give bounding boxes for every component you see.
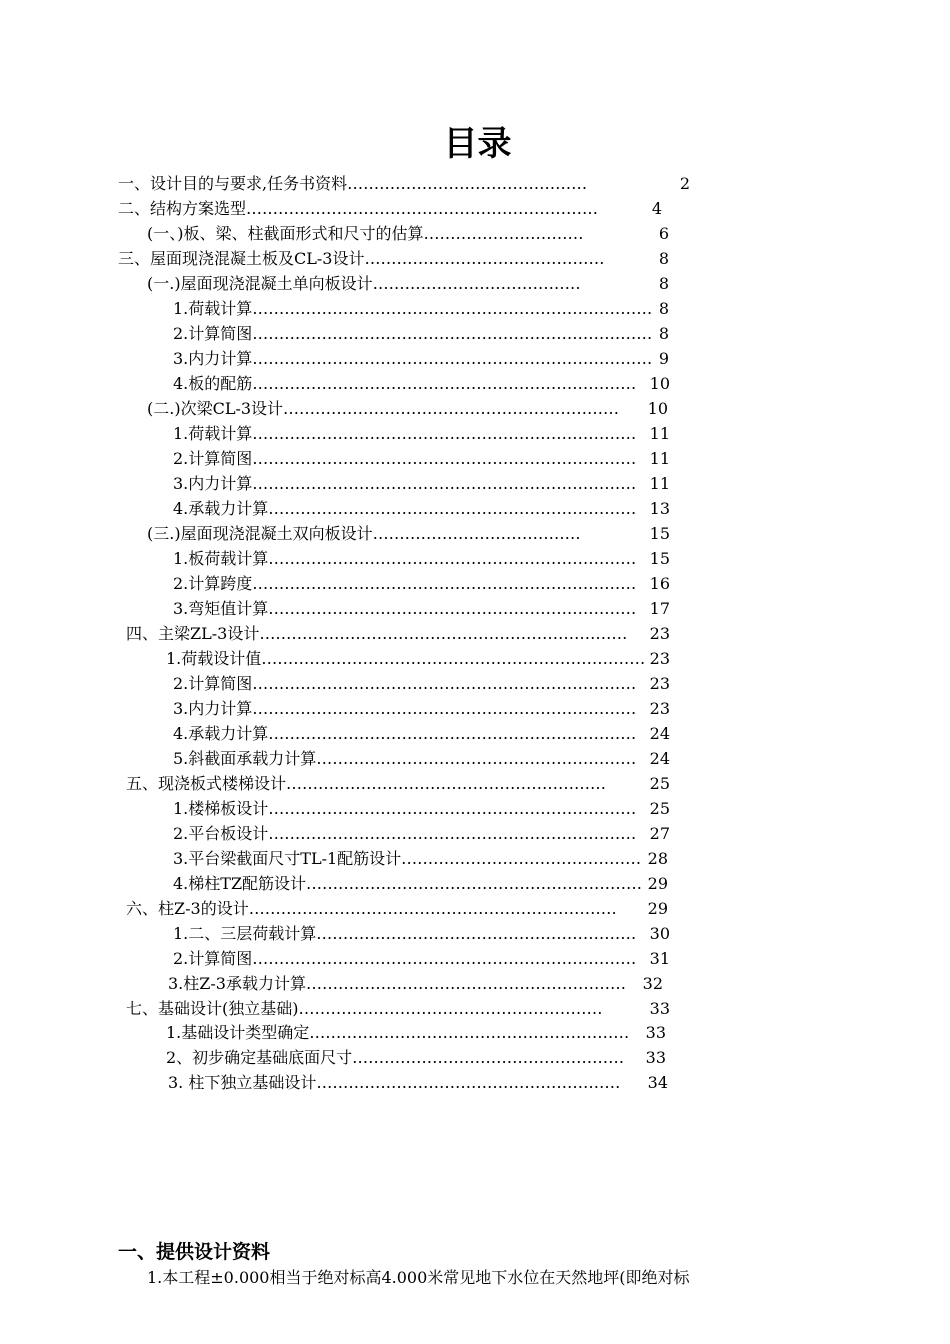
toc-entry[interactable]: [173, 797, 670, 821]
toc-entry-page: 23: [649, 649, 670, 668]
toc-entry[interactable]: [173, 347, 669, 371]
toc-entry-page: 25: [649, 799, 670, 818]
toc-entry[interactable]: [173, 847, 668, 871]
toc-entry-page: 24: [649, 749, 670, 768]
toc-entry-title: 3.弯矩值计算……………………………………………………………: [173, 599, 637, 618]
toc-entry-page: 2: [679, 174, 690, 193]
toc-entry-title: 3.内力计算…………………………………………………………………: [173, 349, 653, 368]
toc-entry-page: 8: [658, 324, 669, 343]
toc-entry[interactable]: [173, 322, 669, 346]
toc-entry[interactable]: [173, 722, 670, 746]
toc-entry[interactable]: [147, 222, 669, 246]
toc-entry[interactable]: [126, 897, 668, 921]
toc-entry[interactable]: [118, 197, 662, 221]
page-title: 目录: [443, 124, 512, 164]
toc-entry-page: 8: [658, 274, 669, 293]
toc-entry-page: 32: [642, 974, 663, 993]
toc-entry-page: 15: [649, 524, 670, 543]
toc-entry-page: 24: [649, 724, 670, 743]
toc-entry-title: 1.基础设计类型确定……………………………………………………: [166, 1023, 630, 1042]
toc-entry-page: 9: [658, 349, 669, 368]
toc-entry[interactable]: [168, 972, 663, 996]
body-paragraph-line: 1.本工程±0.000相当于绝对标高4.000米常见地下水位在天然地坪(即绝对标: [147, 1268, 690, 1287]
toc-entry[interactable]: [173, 597, 670, 621]
toc-entry-title: 七、基础设计(独立基础)…………………………………………………: [126, 999, 603, 1018]
toc-entry-page: 29: [647, 874, 668, 893]
toc-entry-title: 2.计算简图………………………………………………………………: [173, 449, 637, 468]
toc-entry[interactable]: [173, 422, 670, 446]
toc-entry[interactable]: [126, 772, 670, 796]
toc-entry-title: 2.计算跨度………………………………………………………………: [173, 574, 637, 593]
toc-entry-page: 17: [649, 599, 670, 618]
toc-entry[interactable]: [173, 747, 670, 771]
toc-entry[interactable]: [173, 822, 670, 846]
toc-entry-page: 23: [649, 699, 670, 718]
toc-entry-title: (二.)次梁CL-3设计………………………………………………………: [147, 399, 620, 418]
toc-entry-page: 29: [647, 899, 668, 918]
section-heading: 一、提供设计资料: [118, 1241, 271, 1263]
toc-entry-page: 28: [647, 849, 668, 868]
toc-entry-page: 4: [651, 199, 662, 218]
toc-entry-title: 3.内力计算………………………………………………………………: [173, 474, 637, 493]
toc-entry-page: 23: [649, 674, 670, 693]
toc-entry[interactable]: [166, 647, 670, 671]
toc-entry-page: 11: [649, 449, 670, 468]
toc-entry[interactable]: [126, 997, 670, 1021]
toc-entry-page: 11: [649, 474, 670, 493]
toc-entry-title: 1.二、三层荷载计算……………………………………………………: [173, 924, 637, 943]
toc-entry-page: 10: [647, 399, 668, 418]
toc-entry-title: 五、现浇板式楼梯设计……………………………………………………: [126, 774, 607, 793]
toc-entry[interactable]: [173, 497, 670, 521]
toc-entry-title: 二、结构方案选型…………………………………………………………: [118, 199, 599, 218]
toc-entry[interactable]: [168, 1071, 668, 1095]
toc-entry[interactable]: [173, 947, 670, 971]
toc-entry-title: 2.计算简图………………………………………………………………: [173, 674, 637, 693]
toc-entry-page: 13: [649, 499, 670, 518]
toc-entry-title: (一、)板、梁、柱截面形式和尺寸的估算…………………………: [147, 224, 584, 243]
toc-entry-title: 4.板的配筋………………………………………………………………: [173, 374, 637, 393]
toc-entry[interactable]: [173, 447, 670, 471]
toc-entry-title: 3.平台梁截面尺寸TL-1配筋设计………………………………………: [173, 849, 642, 868]
toc-entry-page: 33: [645, 1023, 666, 1042]
toc-entry-title: 一、设计目的与要求,任务书资料………………………………………: [118, 174, 588, 193]
toc-entry-title: (一.)屋面现浇混凝土单向板设计…………………………………: [147, 274, 581, 293]
toc-entry-title: 1.板荷载计算……………………………………………………………: [173, 549, 637, 568]
toc-entry-title: 三、屋面现浇混凝土板及CL-3设计………………………………………: [118, 249, 605, 268]
toc-entry[interactable]: [173, 922, 670, 946]
toc-entry-title: 3.柱Z-3承载力计算……………………………………………………: [168, 974, 626, 993]
toc-entry-title: 2.计算简图…………………………………………………………………: [173, 324, 653, 343]
toc-entry-title: 2.计算简图………………………………………………………………: [173, 949, 637, 968]
toc-entry[interactable]: [147, 522, 670, 546]
toc-entry[interactable]: [173, 572, 670, 596]
toc-entry-title: 4.梯柱TZ配筋设计………………………………………………………: [173, 874, 643, 893]
toc-entry-title: 2、初步确定基础底面尺寸……………………………………………: [166, 1048, 625, 1067]
toc-entry-title: 3. 柱下独立基础设计…………………………………………………: [168, 1073, 621, 1092]
toc-entry[interactable]: [166, 1021, 666, 1045]
toc-entry-page: 10: [649, 374, 670, 393]
toc-entry-title: 1.荷载计算…………………………………………………………………: [173, 299, 653, 318]
toc-entry-title: 六、柱Z-3的设计……………………………………………………………: [126, 899, 617, 918]
toc-entry[interactable]: [147, 272, 669, 296]
toc-entry-page: 34: [647, 1073, 668, 1092]
toc-entry-title: 5.斜截面承载力计算……………………………………………………: [173, 749, 637, 768]
toc-entry-title: 2.平台板设计……………………………………………………………: [173, 824, 637, 843]
toc-entry-page: 23: [649, 624, 670, 643]
toc-entry-title: 4.承载力计算……………………………………………………………: [173, 499, 637, 518]
toc-entry-title: 四、主梁ZL-3设计……………………………………………………………: [126, 624, 628, 643]
toc-entry-page: 27: [649, 824, 670, 843]
toc-entry[interactable]: [147, 397, 668, 421]
toc-entry[interactable]: [173, 872, 668, 896]
toc-entry[interactable]: [118, 172, 690, 196]
toc-entry[interactable]: [173, 372, 670, 396]
toc-entry-page: 6: [658, 224, 669, 243]
toc-entry-title: 4.承载力计算……………………………………………………………: [173, 724, 637, 743]
toc-entry[interactable]: [173, 547, 670, 571]
toc-entry-page: 33: [649, 999, 670, 1018]
toc-entry[interactable]: [166, 1046, 666, 1070]
toc-entry-page: 33: [645, 1048, 666, 1067]
toc-entry-page: 30: [649, 924, 670, 943]
toc-entry[interactable]: [173, 297, 669, 321]
toc-entry-title: 3.内力计算………………………………………………………………: [173, 699, 637, 718]
toc-entry-page: 31: [649, 949, 670, 968]
toc-entry-title: 1.荷载计算………………………………………………………………: [173, 424, 637, 443]
toc-entry-title: 1.荷载设计值………………………………………………………………: [166, 649, 646, 668]
toc-entry-title: 1.楼梯板设计……………………………………………………………: [173, 799, 637, 818]
toc-entry-page: 16: [649, 574, 670, 593]
toc-entry-page: 25: [649, 774, 670, 793]
toc-entry[interactable]: [118, 247, 669, 271]
toc-entry-page: 8: [658, 249, 669, 268]
toc-entry[interactable]: [173, 672, 670, 696]
toc-entry-page: 8: [658, 299, 669, 318]
toc-entry-page: 11: [649, 424, 670, 443]
toc-entry[interactable]: [173, 697, 670, 721]
toc-entry-page: 15: [649, 549, 670, 568]
toc-entry[interactable]: [126, 622, 670, 646]
toc-entry-title: (三.)屋面现浇混凝土双向板设计…………………………………: [147, 524, 581, 543]
toc-entry[interactable]: [173, 472, 670, 496]
